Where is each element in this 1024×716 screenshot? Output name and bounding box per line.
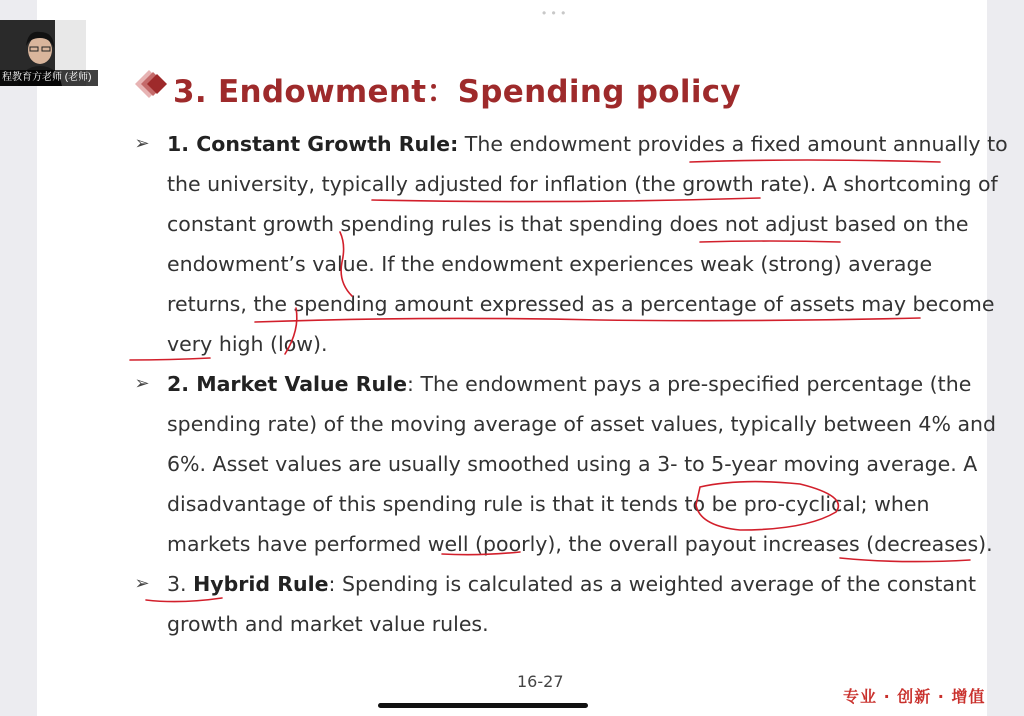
bullet-text: spending rate) of the moving average of asset values, typically between 4% and <box>167 412 997 436</box>
slide-title: 3. Endowment：Spending policy <box>173 74 741 110</box>
bullet-line <box>167 404 1024 444</box>
webcam-label: 程教育方老师 (老师) <box>0 70 98 86</box>
diamond-title-icon <box>127 60 171 108</box>
bullet-item <box>129 364 1024 564</box>
bullet-text: : Spending is calculated as a weighted average of the constant <box>328 572 977 596</box>
bullet-item <box>129 564 1024 644</box>
bullet-text: : The endowment pays a pre-specified percentage (the <box>407 372 972 396</box>
bullet-text: growth and market value rules. <box>167 612 489 636</box>
bullet-text: markets have performed well (poorly), the overall payout increases (decreases). <box>167 532 993 556</box>
bullet-text: disadvantage of this spending rule is that it tends to be pro-cyclical; when <box>167 492 930 516</box>
title-area <box>127 60 827 108</box>
bullet-line <box>167 564 1024 604</box>
bullet-text: constant growth spending rules is that spending does not adjust based on the <box>167 212 969 236</box>
bullet-text: the university, typically adjusted for inflation (the growth rate). A shortcoming of <box>167 172 998 196</box>
slide-body <box>129 124 1024 644</box>
bullet-line <box>167 204 1024 244</box>
bullet-prefix: 3. <box>167 572 194 596</box>
bullet-line <box>167 484 1024 524</box>
footer-brand: 专业 · 创新 · 增值 <box>843 687 986 706</box>
bullet-text: endowment’s value. If the endowment experiences weak (strong) average <box>167 252 933 276</box>
bullet-line <box>167 124 1024 164</box>
page-number: 16-27 <box>517 672 564 691</box>
top-dots: • • • <box>542 6 567 20</box>
bullet-text: returns, the spending amount expressed as a percentage of assets may become <box>167 292 995 316</box>
home-indicator[interactable] <box>378 703 588 708</box>
bullet-line <box>167 604 1024 644</box>
arrow-bullet-icon: ➢ <box>134 573 150 594</box>
bullet-text: The endowment provides a fixed amount annually to <box>458 132 1008 156</box>
bullet-line <box>167 444 1024 484</box>
bullet-item <box>129 124 1024 364</box>
bullet-heading: 1. Constant Growth Rule: <box>167 132 459 156</box>
bullet-line <box>167 244 1024 284</box>
bullet-line <box>167 164 1024 204</box>
bullet-line <box>167 284 1024 324</box>
slide <box>37 0 1008 716</box>
bullet-heading: 2. Market Value Rule <box>167 372 408 396</box>
arrow-bullet-icon: ➢ <box>134 373 150 394</box>
bullet-line <box>167 524 1024 564</box>
arrow-bullet-icon: ➢ <box>134 133 150 154</box>
bullet-text: very high (low). <box>167 332 328 356</box>
bullet-line <box>167 364 1024 404</box>
bullet-text: 6%. Asset values are usually smoothed using a 3- to 5-year moving average. A <box>167 452 978 476</box>
bullet-line <box>167 324 1024 364</box>
bullet-heading: Hybrid Rule <box>193 572 329 596</box>
